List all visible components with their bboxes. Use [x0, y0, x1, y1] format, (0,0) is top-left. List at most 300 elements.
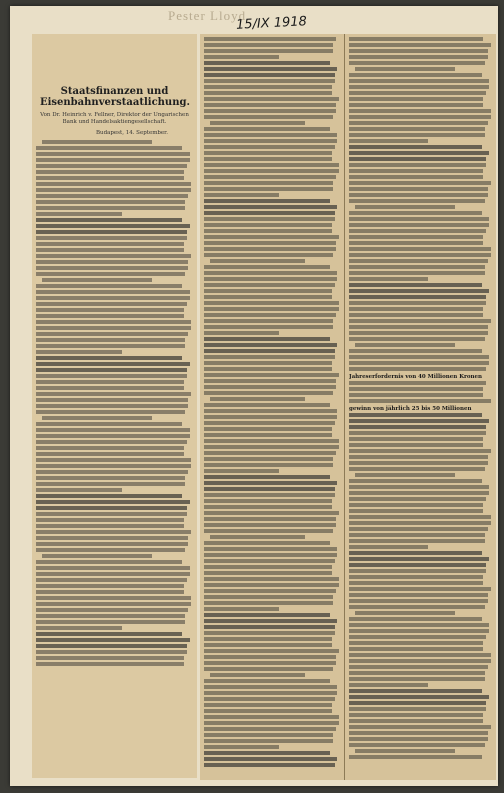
- text-line: [204, 235, 339, 239]
- article-dateline: Budapest, 14. September.: [96, 130, 168, 136]
- text-line: [204, 103, 336, 107]
- text-line: [349, 217, 489, 221]
- text-line: [204, 727, 336, 731]
- text-line: [204, 217, 335, 221]
- text-line: [349, 253, 491, 257]
- text-line: [36, 584, 184, 588]
- text-line: [36, 152, 190, 156]
- text-line: [204, 523, 336, 527]
- text-line: [36, 206, 185, 210]
- text-line: [349, 719, 483, 723]
- text-line: [204, 763, 335, 767]
- text-line: [349, 581, 483, 585]
- text-line: [36, 440, 187, 444]
- text-line: [36, 200, 185, 204]
- text-line: [36, 218, 182, 222]
- text-line: [349, 755, 482, 759]
- text-line: [36, 290, 190, 294]
- text-line: [349, 289, 489, 293]
- text-line: [349, 271, 485, 275]
- text-line: [36, 260, 188, 264]
- text-line: [349, 593, 488, 597]
- text-line: [36, 302, 187, 306]
- text-line: [204, 697, 335, 701]
- text-line: [349, 671, 485, 675]
- text-line: [36, 314, 184, 318]
- text-line: [204, 637, 332, 641]
- text-line: [36, 644, 187, 648]
- text-line: [36, 614, 185, 618]
- text-line: [355, 205, 455, 209]
- text-line: [349, 743, 485, 747]
- text-line: [36, 212, 122, 216]
- text-line: [349, 295, 486, 299]
- text-line: [204, 73, 335, 77]
- text-line: [204, 151, 332, 155]
- text-line: [36, 434, 190, 438]
- emphasis-line-2: gewinn von jährlich 25 bis 50 Millionen: [349, 406, 472, 412]
- text-line: [36, 254, 191, 258]
- text-line: [349, 169, 483, 173]
- text-line: [349, 97, 483, 101]
- text-line: [204, 427, 332, 431]
- text-line: [349, 509, 483, 513]
- text-line: [204, 631, 335, 635]
- text-line: [349, 629, 489, 633]
- text-line: [204, 541, 330, 545]
- text-line: [36, 608, 188, 612]
- text-line: [36, 428, 190, 432]
- text-line: [349, 551, 482, 555]
- text-line: [36, 596, 191, 600]
- text-line: [42, 554, 152, 558]
- text-line: [204, 439, 339, 443]
- text-line: [36, 158, 190, 162]
- text-line: [204, 325, 333, 329]
- text-line: [349, 247, 491, 251]
- text-line: [36, 344, 185, 348]
- text-line: [204, 127, 330, 131]
- text-line: [42, 278, 152, 282]
- text-line: [204, 565, 332, 569]
- text-line: [349, 187, 488, 191]
- text-line: [210, 397, 305, 401]
- text-line: [204, 745, 279, 749]
- text-line: [349, 85, 489, 89]
- handwritten-date: 15/IX 1918: [235, 14, 308, 33]
- text-line: [349, 151, 489, 155]
- text-line: [349, 109, 491, 113]
- text-line: [349, 665, 488, 669]
- text-line: [204, 115, 333, 119]
- text-line: [349, 659, 491, 663]
- text-line: [349, 413, 482, 417]
- text-line: [349, 211, 482, 215]
- text-line: [36, 452, 184, 456]
- text-line: [349, 563, 486, 567]
- text-line: [204, 373, 339, 377]
- text-line: [36, 626, 122, 630]
- text-line: [349, 175, 483, 179]
- text-line: [36, 320, 191, 324]
- newspaper-page: [10, 6, 498, 786]
- text-line: [349, 641, 483, 645]
- text-line: [349, 575, 483, 579]
- text-line: [36, 182, 191, 186]
- text-line: [204, 589, 336, 593]
- text-line: [36, 494, 182, 498]
- text-line: [36, 146, 182, 150]
- text-line: [355, 749, 455, 753]
- text-line: [36, 464, 191, 468]
- text-line: [349, 145, 482, 149]
- text-line: [349, 539, 485, 543]
- text-line: [36, 332, 188, 336]
- text-line: [349, 259, 488, 263]
- text-line: [36, 632, 182, 636]
- text-line: [349, 79, 489, 83]
- text-line: [349, 497, 486, 501]
- text-block: [349, 37, 492, 371]
- text-line: [204, 649, 339, 653]
- text-line: [349, 139, 428, 143]
- text-line: [36, 308, 184, 312]
- text-line: [36, 362, 190, 366]
- text-line: [349, 491, 489, 495]
- text-line: [204, 757, 337, 761]
- text-line: [204, 751, 330, 755]
- text-line: [204, 607, 279, 611]
- text-line: [36, 650, 187, 654]
- text-line: [349, 181, 491, 185]
- text-line: [349, 103, 483, 107]
- text-line: [36, 296, 190, 300]
- text-line: [36, 404, 188, 408]
- archive-stamp: Pester Lloyd: [168, 8, 247, 23]
- text-line: [36, 488, 122, 492]
- text-line: [36, 530, 191, 534]
- text-line: [204, 223, 332, 227]
- text-line: [204, 361, 332, 365]
- text-line: [204, 703, 332, 707]
- text-line: [349, 455, 488, 459]
- text-line: [349, 605, 485, 609]
- text-line: [349, 707, 486, 711]
- text-line: [349, 689, 482, 693]
- text-line: [204, 307, 339, 311]
- text-line: [36, 524, 184, 528]
- text-line: [349, 557, 489, 561]
- text-line: [349, 587, 491, 591]
- text-line: [204, 529, 333, 533]
- text-line: [349, 695, 489, 699]
- text-line: [204, 409, 337, 413]
- text-line: [36, 236, 187, 240]
- text-line: [204, 445, 339, 449]
- text-line: [36, 482, 185, 486]
- text-line: [36, 368, 187, 372]
- text-line: [349, 307, 483, 311]
- text-line: [349, 393, 483, 397]
- text-line: [355, 67, 455, 71]
- text-line: [349, 283, 482, 287]
- text-line: [204, 331, 279, 335]
- text-line: [204, 319, 333, 323]
- text-line: [204, 415, 337, 419]
- text-line: [349, 199, 485, 203]
- text-line: [204, 661, 336, 665]
- text-line: [204, 505, 332, 509]
- text-line: [355, 473, 455, 477]
- text-line: [204, 721, 339, 725]
- text-line: [349, 443, 483, 447]
- text-line: [349, 419, 489, 423]
- text-line: [349, 635, 486, 639]
- text-line: [349, 647, 483, 651]
- text-line: [204, 685, 337, 689]
- text-line: [349, 515, 491, 519]
- text-line: [36, 620, 185, 624]
- text-line: [36, 590, 184, 594]
- text-line: [210, 535, 305, 539]
- text-line: [36, 266, 188, 270]
- text-line: [204, 577, 339, 581]
- text-line: [36, 662, 184, 666]
- text-line: [204, 295, 332, 299]
- article-column-2: [204, 37, 340, 780]
- text-line: [349, 265, 485, 269]
- text-line: [204, 43, 333, 47]
- text-line: [349, 617, 482, 621]
- text-line: [349, 325, 488, 329]
- emphasis-line-1: Jahreserfordernis von 40 Millionen Kronen: [349, 374, 483, 380]
- text-line: [349, 737, 488, 741]
- text-line: [204, 91, 332, 95]
- text-line: [349, 431, 486, 435]
- text-line: [204, 199, 330, 203]
- text-line: [204, 451, 336, 455]
- text-line: [36, 410, 185, 414]
- text-line: [349, 223, 489, 227]
- text-line: [36, 230, 187, 234]
- text-line: [349, 485, 489, 489]
- text-line: [349, 399, 491, 403]
- text-line: [36, 470, 188, 474]
- text-line: [36, 188, 191, 192]
- text-line: [36, 578, 187, 582]
- text-line: [36, 560, 182, 564]
- text-line: [349, 479, 482, 483]
- text-line: [36, 446, 184, 450]
- text-line: [349, 235, 483, 239]
- text-line: [349, 701, 486, 705]
- text-line: [36, 338, 185, 342]
- text-line: [349, 653, 491, 657]
- clipping-right: [200, 34, 496, 780]
- text-line: [36, 566, 190, 570]
- text-line: [42, 416, 152, 420]
- text-block: [36, 140, 193, 666]
- text-line: [204, 277, 337, 281]
- text-line: [204, 733, 333, 737]
- article-column-3: [349, 37, 492, 780]
- text-line: [349, 521, 491, 525]
- text-line: [36, 392, 191, 396]
- text-line: [204, 595, 333, 599]
- text-block: [204, 37, 340, 767]
- text-line: [204, 403, 330, 407]
- text-line: [349, 569, 486, 573]
- text-line: [204, 133, 337, 137]
- text-line: [204, 355, 335, 359]
- text-line: [36, 500, 190, 504]
- article-column-1: [36, 34, 193, 778]
- text-line: [36, 506, 187, 510]
- text-line: [204, 241, 336, 245]
- text-line: [36, 194, 188, 198]
- text-line: [349, 599, 488, 603]
- text-line: [349, 349, 482, 353]
- text-line: [204, 547, 337, 551]
- text-line: [349, 157, 486, 161]
- text-line: [36, 518, 184, 522]
- text-line: [349, 163, 486, 167]
- text-line: [204, 469, 279, 473]
- text-line: [349, 367, 486, 371]
- text-line: [349, 533, 485, 537]
- text-line: [349, 461, 488, 465]
- text-line: [204, 343, 337, 347]
- text-line: [204, 247, 336, 251]
- text-line: [204, 181, 333, 185]
- text-line: [349, 713, 483, 717]
- text-line: [349, 677, 485, 681]
- text-line: [36, 536, 188, 540]
- text-line: [36, 656, 184, 660]
- text-line: [36, 242, 184, 246]
- text-line: [349, 241, 483, 245]
- text-line: [204, 511, 339, 515]
- text-line: [204, 619, 337, 623]
- text-line: [204, 301, 339, 305]
- text-line: [349, 381, 486, 385]
- text-line: [204, 97, 339, 101]
- text-line: [204, 559, 335, 563]
- text-line: [204, 385, 336, 389]
- text-line: [349, 545, 428, 549]
- text-line: [204, 655, 336, 659]
- text-line: [349, 313, 483, 317]
- text-line: [349, 55, 488, 59]
- text-line: [349, 73, 482, 77]
- text-line: [204, 517, 336, 521]
- text-line: [349, 425, 486, 429]
- text-line: [349, 387, 483, 391]
- text-line: [36, 350, 122, 354]
- text-line: [349, 623, 489, 627]
- article-headline: Staatsfinanzen und Eisenbahnverstaatlichung.: [40, 86, 190, 108]
- clipping-left: [32, 34, 197, 778]
- text-line: [204, 583, 339, 587]
- text-line: [36, 374, 187, 378]
- text-line: [204, 715, 339, 719]
- text-line: [204, 739, 333, 743]
- text-line: [36, 248, 184, 252]
- text-line: [36, 386, 184, 390]
- text-line: [204, 229, 332, 233]
- text-line: [349, 49, 488, 53]
- text-line: [204, 271, 337, 275]
- text-line: [349, 437, 483, 441]
- text-line: [36, 176, 184, 180]
- text-line: [42, 140, 152, 144]
- text-line: [36, 476, 185, 480]
- text-line: [204, 481, 337, 485]
- text-line: [349, 133, 485, 137]
- text-line: [36, 422, 182, 426]
- text-line: [204, 691, 337, 695]
- text-line: [349, 683, 428, 687]
- text-line: [204, 193, 279, 197]
- text-line: [204, 175, 336, 179]
- text-line: [36, 548, 185, 552]
- text-line: [349, 91, 486, 95]
- text-line: [204, 163, 339, 167]
- text-line: [204, 613, 330, 617]
- text-line: [204, 313, 336, 317]
- text-line: [204, 601, 333, 605]
- text-line: [349, 527, 488, 531]
- text-line: [349, 355, 489, 359]
- text-line: [204, 67, 337, 71]
- text-line: [355, 611, 455, 615]
- text-line: [204, 487, 335, 491]
- text-line: [349, 277, 428, 281]
- text-line: [36, 170, 184, 174]
- text-line: [349, 229, 486, 233]
- text-line: [349, 61, 485, 65]
- text-line: [204, 643, 332, 647]
- text-line: [36, 164, 187, 168]
- text-line: [204, 679, 330, 683]
- text-line: [204, 667, 333, 671]
- column-rule: [344, 34, 345, 780]
- text-line: [204, 169, 339, 173]
- text-line: [204, 499, 332, 503]
- text-line: [204, 553, 337, 557]
- text-line: [204, 37, 336, 41]
- text-line: [349, 127, 485, 131]
- text-line: [204, 463, 333, 467]
- text-line: [204, 157, 332, 161]
- text-line: [204, 49, 333, 53]
- text-line: [36, 326, 191, 330]
- text-line: [204, 421, 335, 425]
- text-line: [204, 379, 336, 383]
- text-line: [349, 193, 488, 197]
- text-line: [36, 512, 187, 516]
- text-line: [204, 709, 332, 713]
- text-line: [36, 542, 188, 546]
- text-line: [204, 391, 333, 395]
- text-line: [210, 259, 305, 263]
- text-line: [204, 625, 335, 629]
- text-line: [204, 79, 335, 83]
- text-line: [349, 331, 488, 335]
- text-line: [36, 638, 190, 642]
- text-line: [204, 187, 333, 191]
- text-line: [210, 121, 305, 125]
